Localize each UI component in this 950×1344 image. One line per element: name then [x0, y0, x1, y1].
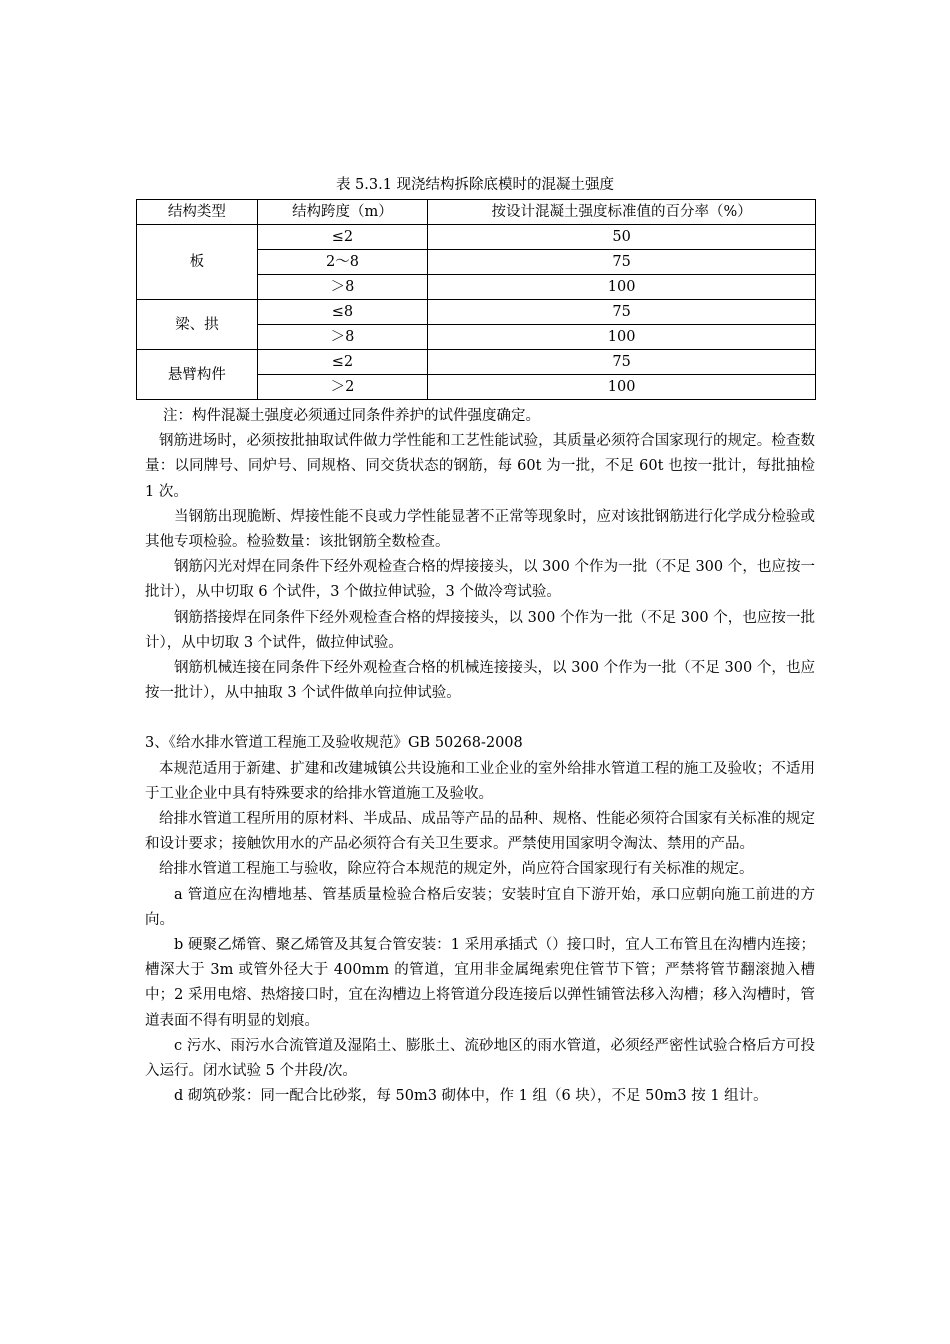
paragraph-rebar-abnormal: 当钢筋出现脆断、焊接性能不良或力学性能显著不正常等现象时，应对该批钢筋进行化学成分检验或其他专项检验。检验数量：该批钢筋全数检查。 — [145, 508, 815, 551]
cell-span: ≤2 — [257, 225, 428, 250]
cell-span: ≤8 — [257, 300, 428, 325]
header-structure-type: 结构类型 — [137, 200, 258, 225]
paragraph-lap-weld: 钢筋搭接焊在同条件下经外观检查合格的焊接接头，以 300 个作为一批（不足 300 个，也应按一批计），从中切取 3 个试件，做拉伸试验。 — [145, 609, 815, 651]
table-note: 注：构件混凝土强度必须通过同条件养护的试件强度确定。 — [163, 408, 540, 424]
paragraph-mechanical-connection: 钢筋机械连接在同条件下经外观检查合格的机械连接接头，以 300 个作为一批（不足 300 个，也应按一批计），从中抽取 3 个试件做单向拉伸试验。 — [145, 660, 815, 702]
paragraph-item-a: a 管道应在沟槽地基、管基质量检验合格后安装；安装时宜自下游开始，承口应朝向施工前进的方向。 — [145, 886, 815, 928]
header-span: 结构跨度（m） — [257, 200, 428, 225]
paragraph-flash-butt-weld: 钢筋闪光对焊在同条件下经外观检查合格的焊接接头，以 300 个作为一批（不足 300 个，也应按一批计），从中切取 6 个试件，3 个做拉伸试验，3 个做冷弯试验。 — [145, 559, 815, 601]
paragraph-scope: 本规范适用于新建、扩建和改建城镇公共设施和工业企业的室外给排水管道工程的施工及验收；不适用于工业企业中具有特殊要求的给排水管道施工及验收。 — [145, 760, 815, 802]
cell-span: ＞8 — [257, 325, 428, 350]
spacer — [145, 706, 815, 731]
cell-type: 梁、拱 — [137, 300, 258, 350]
concrete-strength-table — [136, 199, 816, 400]
document-body — [145, 404, 815, 1109]
cell-span: ≤2 — [257, 350, 428, 375]
table-row — [137, 300, 816, 325]
paragraph-item-b: b 硬聚乙烯管、聚乙烯管及其复合管安装：1 采用承插式（）接口时，宜人工布管且在沟槽内连接；槽深大于 3m 或管外径大于 400mm 的管道，宜用非金属绳索兜住管节下管；严禁将管节翻滚抛入槽中；2 采用电熔、热熔接口时，宜在沟槽边上将管道分段连接后以弹性铺管法移入沟槽；移入沟槽时，管道表面不得有明显的划痕。 — [145, 937, 815, 1029]
section-heading-3: 3、《给水排水管道工程施工及验收规范》GB 50268-2008 — [145, 735, 523, 752]
cell-percent: 75 — [428, 350, 816, 375]
cell-percent: 100 — [428, 325, 816, 350]
paragraph-item-d: d 砌筑砂浆：同一配合比砂浆，每 50m3 砌体中，作 1 组（6 块），不足 50m3 按 1 组计。 — [174, 1088, 768, 1105]
paragraph-materials: 给排水管道工程所用的原材料、半成品、成品等产品的品种、规格、性能必须符合国家有关标准的规定和设计要求；接触饮用水的产品必须符合有关卫生要求。严禁使用国家明令淘汰、禁用的产品。 — [145, 811, 815, 853]
cell-percent: 50 — [428, 225, 816, 250]
cell-type: 悬臂构件 — [137, 350, 258, 400]
cell-span: ＞8 — [257, 275, 428, 300]
cell-percent: 75 — [428, 250, 816, 275]
table-row — [137, 350, 816, 375]
cell-type: 板 — [137, 225, 258, 300]
table-row — [137, 225, 816, 250]
cell-percent: 75 — [428, 300, 816, 325]
table-header-row — [137, 200, 816, 225]
paragraph-item-c: c 污水、雨污水合流管道及湿陷土、膨胀土、流砂地区的雨水管道，必须经严密性试验合格后方可投入运行。闭水试验 5 个井段/次。 — [145, 1037, 815, 1080]
cell-percent: 100 — [428, 275, 816, 300]
header-percent: 按设计混凝土强度标准值的百分率（%） — [428, 200, 816, 225]
paragraph-acceptance: 给排水管道工程施工与验收，除应符合本规范的规定外，尚应符合国家现行有关标准的规定。 — [159, 861, 754, 878]
paragraph-rebar-entry: 钢筋进场时，必须按批抽取试件做力学性能和工艺性能试验，其质量必须符合国家现行的规定。检查数量：以同牌号、同炉号、同规格、同交货状态的钢筋，每 60t 为一批，不足 60t 也按一批计，每批抽检 1 次。 — [145, 433, 815, 500]
table-caption: 表 5.3.1 现浇结构拆除底模时的混凝土强度 — [335, 177, 615, 193]
cell-span: ＞2 — [257, 375, 428, 400]
cell-percent: 100 — [428, 375, 816, 400]
cell-span: 2～8 — [257, 250, 428, 275]
